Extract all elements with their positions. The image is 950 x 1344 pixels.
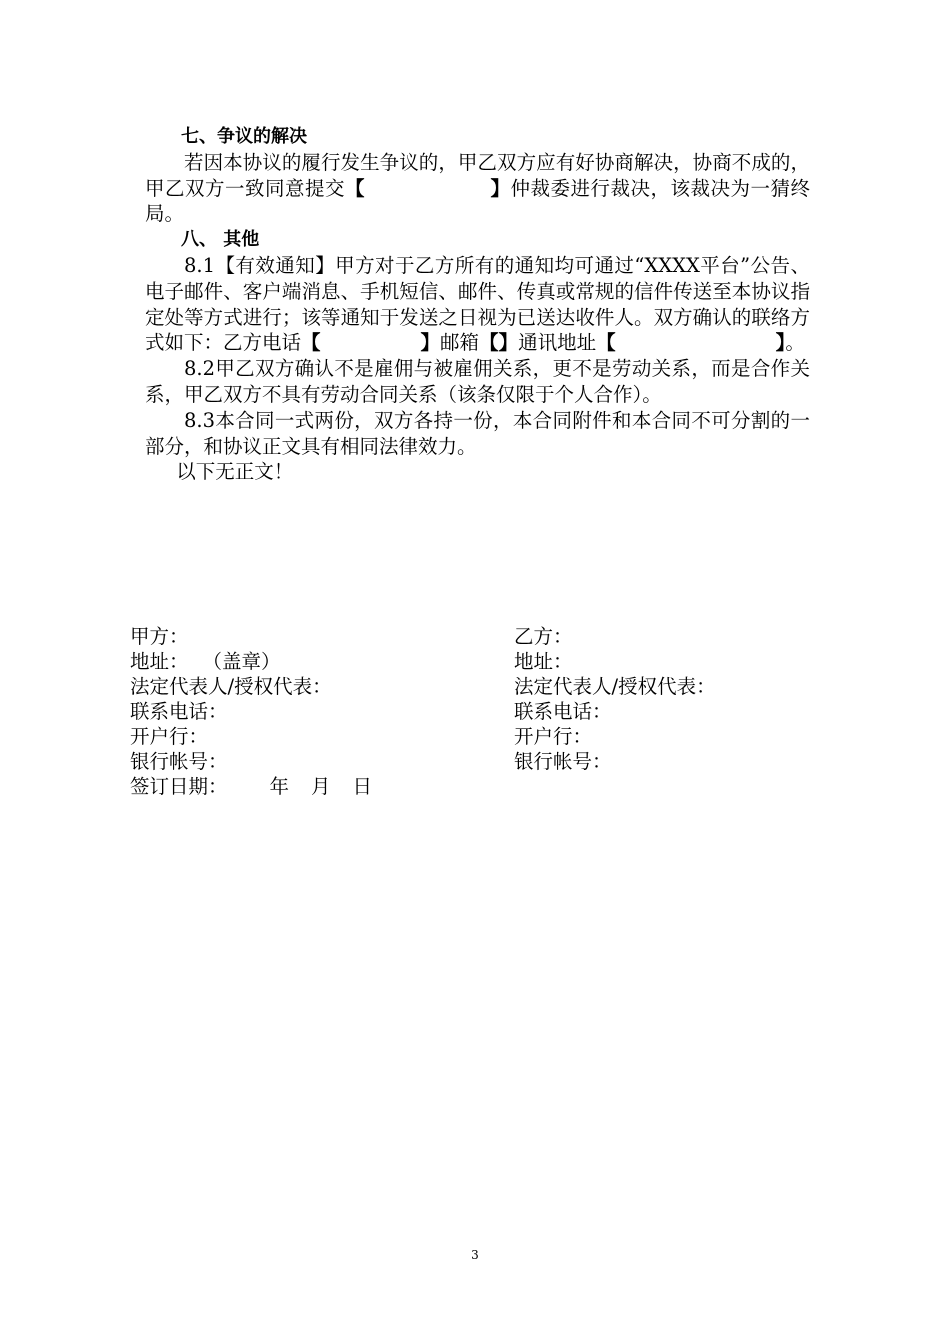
section-7-text-start: 若因本协议的履行发生争议的，甲乙双方应有好协商解决，协商不成的，甲乙双方一致同意提交 [145,150,810,200]
contract-body [145,124,810,485]
email-bracket-open: 【 [479,331,499,355]
section-7-paragraph [145,150,810,227]
party-a-seal: （盖章） [202,650,281,673]
party-a-address-line [130,649,490,674]
email-label: 邮箱 [440,331,480,355]
party-b-label: 乙方： [514,625,573,648]
address-bracket-close: 】 [775,331,786,355]
page-number: 3 [471,1248,479,1262]
signing-date-label: 签订日期： [130,775,228,798]
section-8-heading: 八、 其他 [181,229,260,251]
party-a-signature-block [130,624,490,799]
arbitration-bracket-open: 【 [344,176,365,200]
section-7-heading: 七、争议的解决 [181,126,307,147]
party-a-phone: 联系电话： [130,700,228,723]
party-b-bank: 开户行： [514,725,593,748]
party-b-representative: 法定代表人/授权代表： [514,675,716,698]
party-a-account: 银行帐号： [130,750,228,773]
party-b-signature-block [514,624,874,774]
address-label: 通讯地址 [518,331,597,355]
date-day: 日 [352,775,373,798]
date-year: 年 [269,775,290,798]
phone-bracket-open: 【 [301,331,321,355]
email-bracket-close: 】 [498,331,519,355]
signing-date-line [130,774,490,799]
section-7-text-end: 仲裁委进行裁决，该裁决为一猜终局。 [145,176,810,226]
party-b-account: 银行帐号： [514,750,612,773]
clause-8-1-end: 。 [785,331,805,355]
party-b-phone: 联系电话： [514,700,612,723]
arbitration-bracket-close: 】 [489,176,511,200]
clause-8-2: 8.2甲乙双方确认不是雇佣与被雇佣关系，更不是劳动关系，而是合作关系，甲乙双方不具有劳动合同关系（该条仅限于个人合作）。 [145,357,810,406]
party-a-representative: 法定代表人/授权代表： [130,675,332,698]
clause-8-1-text: 8.1【有效通知】甲方对于乙方所有的通知均可通过“XXXX平台”公告、电子邮件、客户端消息、手机短信、邮件、传真或常规的信件传送至本协议指定处等方式进行；该等通知于发送之日视为已送达收件人。双方确认的联络方式如下：乙方电话 [145,253,810,355]
phone-bracket-close: 】 [420,331,441,355]
party-a-bank: 开户行： [130,725,209,748]
end-of-text-note: 以下无正文！ [176,460,294,484]
clause-8-3: 8.3本合同一式两份，双方各持一份，本合同附件和本合同不可分割的一部分，和协议正文具有相同法律效力。 [145,408,810,458]
party-b-address: 地址： [514,650,573,673]
party-a-address-label: 地址： [130,650,189,673]
date-month: 月 [311,775,331,798]
party-a-label: 甲方： [130,625,189,648]
clause-8-1 [145,253,810,356]
address-bracket-open: 【 [596,331,616,355]
